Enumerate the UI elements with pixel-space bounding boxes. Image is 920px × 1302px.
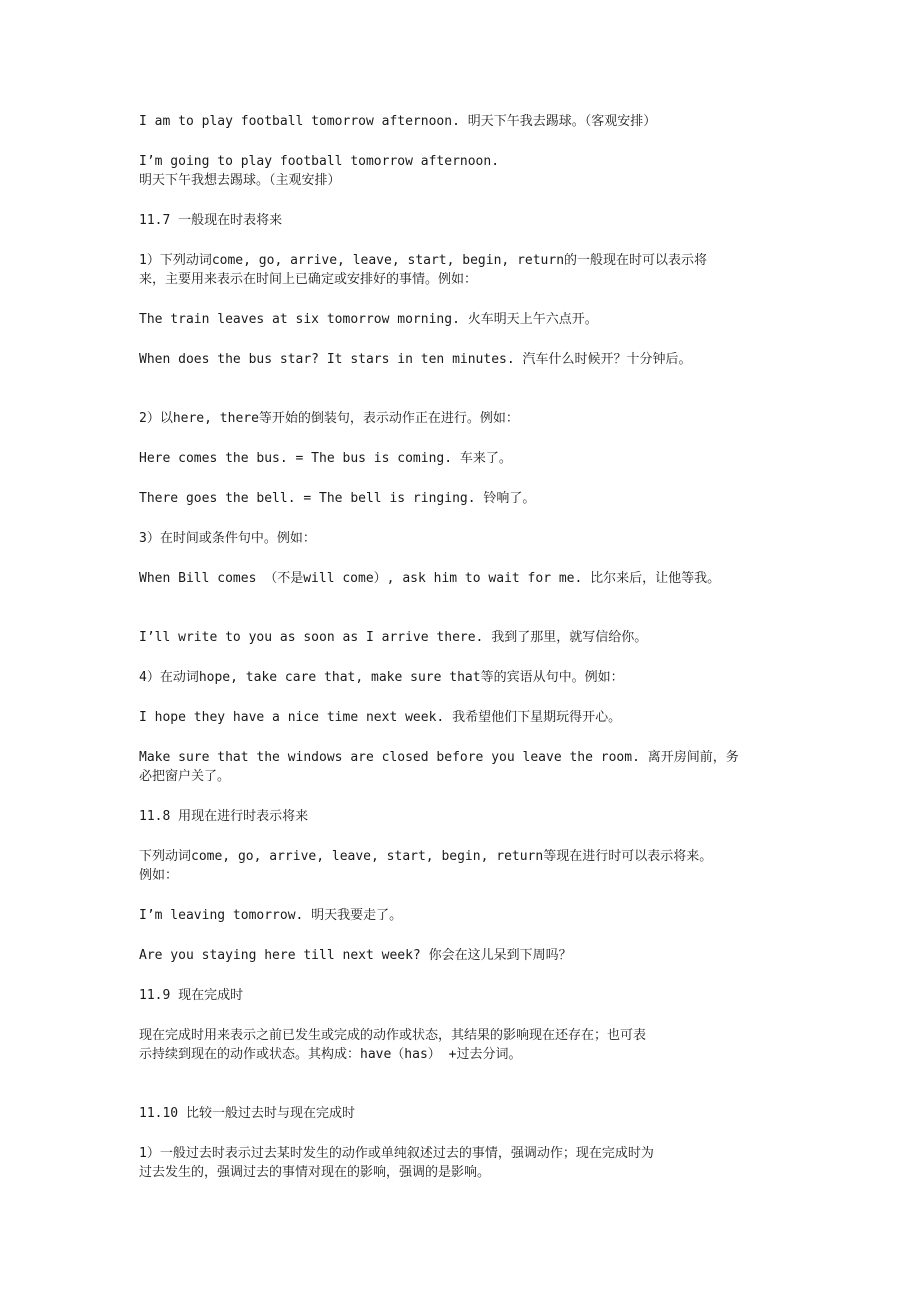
document-body bbox=[139, 112, 789, 1182]
example-sentence: When Bill comes （不是will come）, ask him to wait for me. 比尔来后，让他等我。 bbox=[139, 571, 721, 586]
example-sentence: I’m leaving tomorrow. 明天我要走了。 bbox=[139, 908, 403, 923]
rule-paragraph: 来，主要用来表示在时间上已确定或安排好的事情。例如： bbox=[139, 272, 478, 287]
rule-paragraph: 3）在时间或条件句中。例如： bbox=[139, 531, 316, 546]
rule-paragraph: 示持续到现在的动作或状态。其构成：have（has） +过去分词。 bbox=[139, 1047, 522, 1062]
example-sentence: Here comes the bus. = The bus is coming. 车来了。 bbox=[139, 451, 512, 466]
example-sentence: There goes the bell. = The bell is ringing. 铃响了。 bbox=[139, 491, 536, 506]
example-sentence: I’ll write to you as soon as I arrive there. 我到了那里，就写信给你。 bbox=[139, 630, 648, 645]
rule-paragraph: 下列动词come, go, arrive, leave, start, begin, return等现在进行时可以表示将来。 bbox=[139, 849, 713, 864]
section-heading: 11.9 现在完成时 bbox=[139, 988, 244, 1003]
rule-paragraph: 4）在动词hope, take care that, make sure that等的宾语从句中。例如： bbox=[139, 670, 624, 685]
section-heading: 11.8 用现在进行时表示将来 bbox=[139, 809, 309, 824]
section-heading: 11.10 比较一般过去时与现在完成时 bbox=[139, 1106, 355, 1121]
example-sentence: I’m going to play football tomorrow afternoon. bbox=[139, 154, 500, 169]
example-translation: 明天下午我想去踢球。（主观安排） bbox=[139, 173, 341, 188]
example-sentence: The train leaves at six tomorrow morning. 火车明天上午六点开。 bbox=[139, 312, 598, 327]
rule-paragraph: 例如： bbox=[139, 868, 179, 883]
example-sentence: When does the bus star? It stars in ten minutes. 汽车什么时候开？十分钟后。 bbox=[139, 352, 692, 367]
example-sentence: I hope they have a nice time next week. 我希望他们下星期玩得开心。 bbox=[139, 710, 622, 725]
example-sentence: Make sure that the windows are closed before you leave the room. 离开房间前，务 bbox=[139, 750, 739, 765]
rule-paragraph: 现在完成时用来表示之前已发生或完成的动作或状态，其结果的影响现在还存在；也可表 bbox=[139, 1028, 647, 1043]
example-sentence: 必把窗户关了。 bbox=[139, 769, 231, 784]
section-heading: 11.7 一般现在时表将来 bbox=[139, 213, 283, 228]
rule-paragraph: 1）一般过去时表示过去某时发生的动作或单纯叙述过去的事情，强调动作；现在完成时为 bbox=[139, 1146, 654, 1161]
rule-paragraph: 1）下列动词come, go, arrive, leave, start, begin, return的一般现在时可以表示将 bbox=[139, 253, 708, 268]
example-sentence: Are you staying here till next week? 你会在这儿呆到下周吗？ bbox=[139, 948, 572, 963]
example-sentence: I am to play football tomorrow afternoon. 明天下午我去踢球。（客观安排） bbox=[139, 114, 657, 129]
rule-paragraph: 2）以here, there等开始的倒装句，表示动作正在进行。例如： bbox=[139, 411, 519, 426]
rule-paragraph: 过去发生的，强调过去的事情对现在的影响，强调的是影响。 bbox=[139, 1165, 491, 1180]
